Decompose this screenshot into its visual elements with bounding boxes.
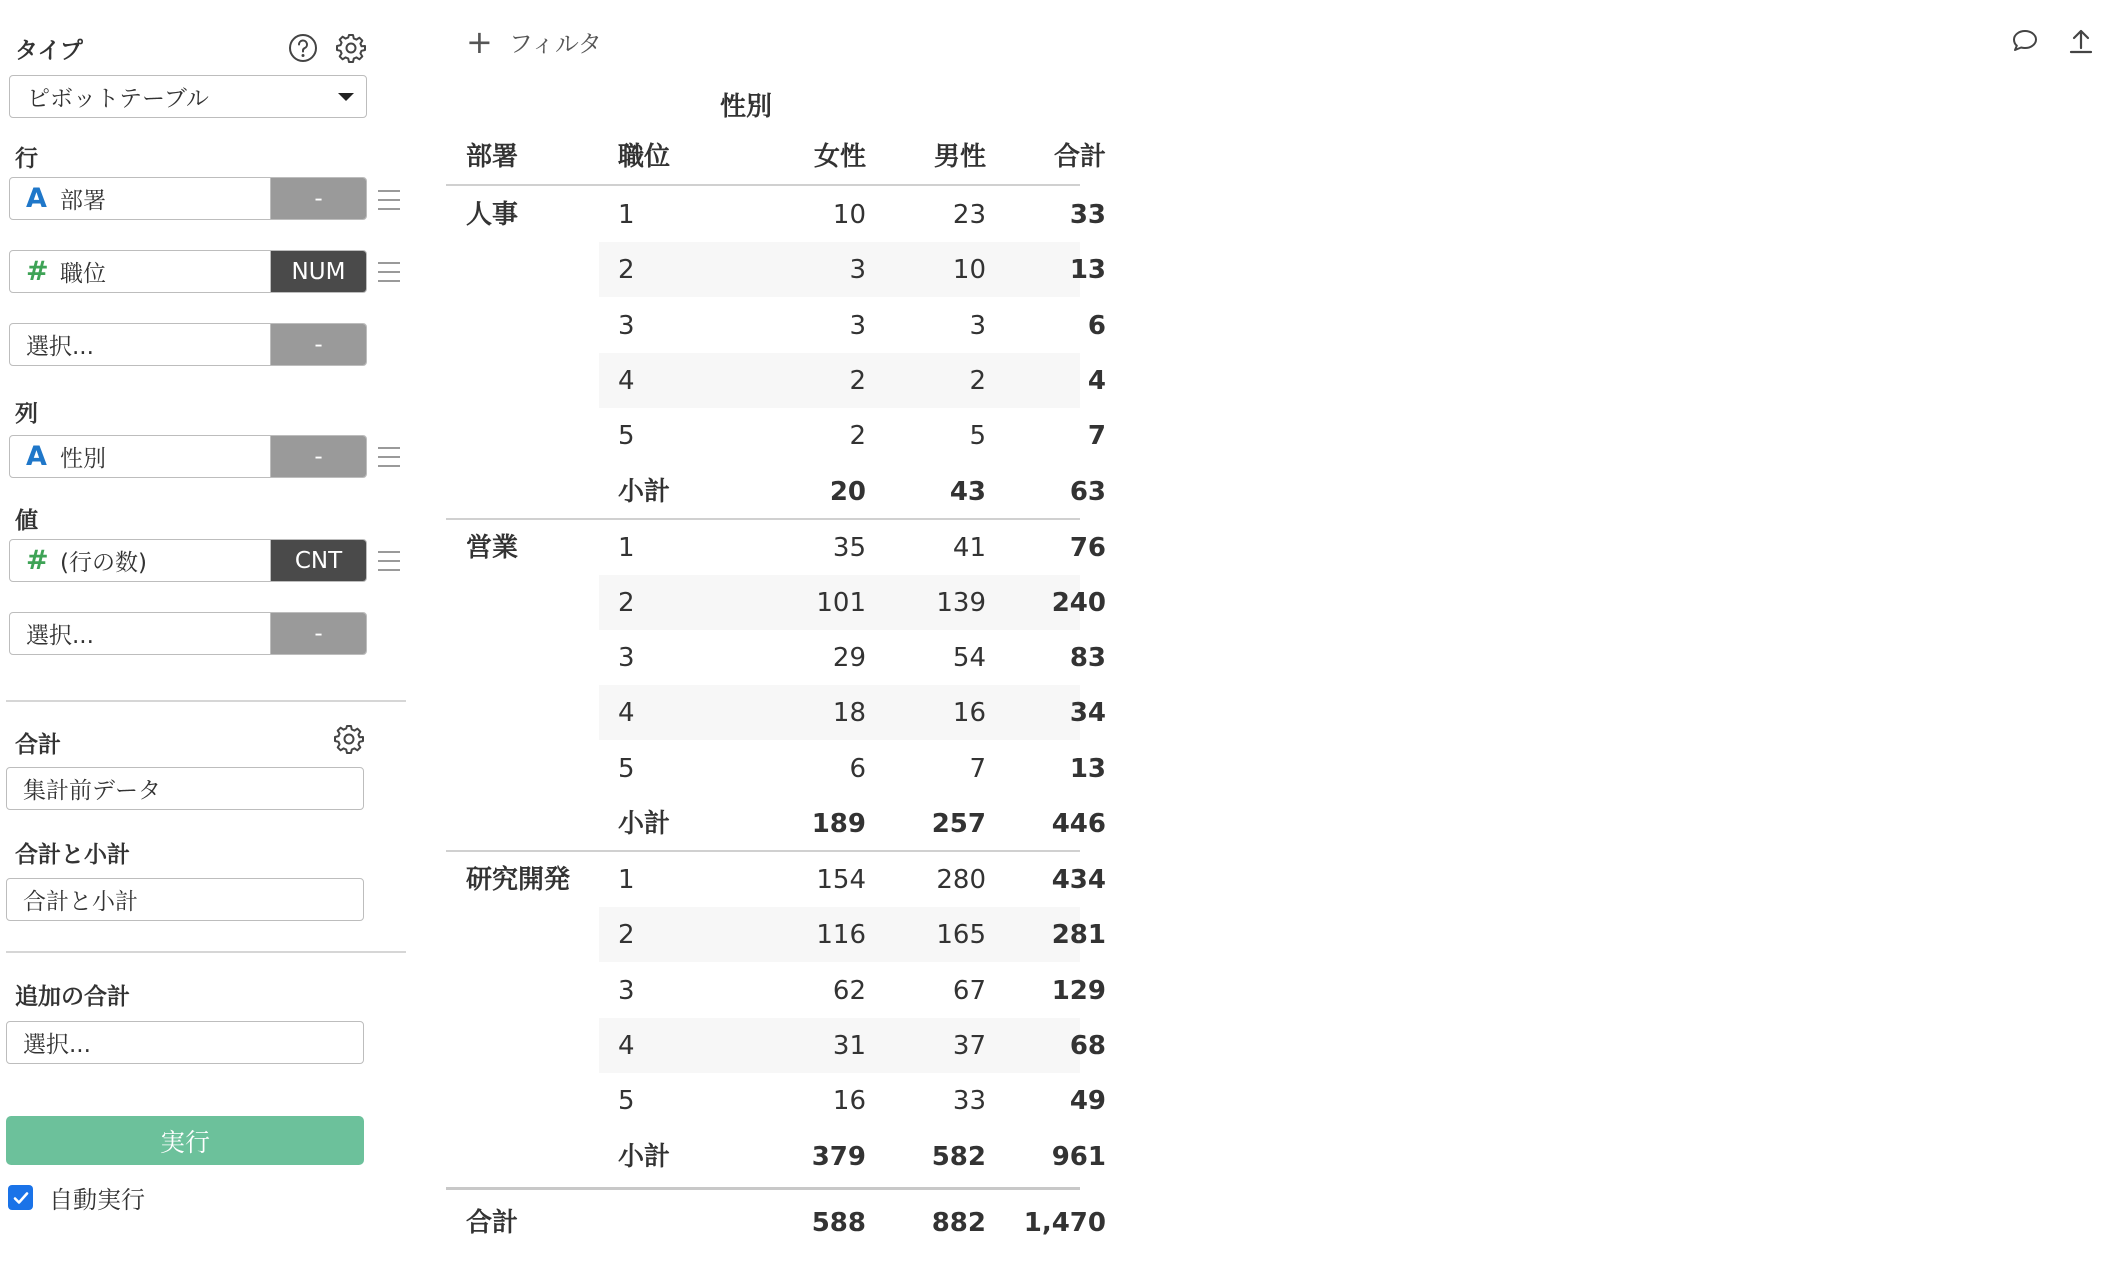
gear-icon[interactable] bbox=[334, 31, 368, 65]
header-male: 男性 bbox=[933, 142, 986, 172]
aggregation-button[interactable]: CNT bbox=[271, 540, 366, 581]
value-field-name: (行の数) bbox=[60, 550, 147, 576]
upload-icon[interactable] bbox=[2066, 26, 2096, 56]
value-field-row-count[interactable] bbox=[9, 539, 367, 582]
header-total: 合計 bbox=[1053, 142, 1106, 172]
column-group-header: 性別 bbox=[720, 92, 773, 122]
male-count-cell: 10 bbox=[952, 255, 986, 286]
auto-run-label: 自動実行 bbox=[49, 1186, 145, 1214]
position-cell: 1 bbox=[618, 532, 635, 563]
female-count-cell: 62 bbox=[832, 975, 866, 1006]
aggregation-button[interactable]: NUM bbox=[271, 251, 366, 292]
position-cell: 5 bbox=[618, 1086, 635, 1117]
male-count-cell: 67 bbox=[952, 975, 986, 1006]
checkmark-icon bbox=[12, 1189, 30, 1207]
extra-total-label: 追加の合計 bbox=[15, 984, 130, 1010]
male-count-cell: 582 bbox=[931, 1141, 986, 1172]
row-total-cell: 240 bbox=[1051, 587, 1106, 618]
position-cell: 5 bbox=[618, 753, 635, 784]
aggregation-button[interactable]: - bbox=[271, 613, 366, 654]
female-count-cell: 6 bbox=[849, 753, 866, 784]
department-name: 人事 bbox=[466, 200, 519, 230]
male-count-cell: 3 bbox=[969, 310, 986, 341]
row-field-placeholder[interactable]: 選択... bbox=[10, 324, 271, 365]
divider bbox=[6, 700, 406, 702]
type-label: タイプ bbox=[15, 38, 83, 64]
row-total-cell: 33 bbox=[1069, 200, 1106, 230]
columns-label: 列 bbox=[15, 401, 38, 427]
department-name: 研究開発 bbox=[466, 865, 571, 895]
female-count-cell: 2 bbox=[849, 421, 866, 452]
male-count-cell: 54 bbox=[952, 643, 986, 674]
grand-total-total: 1,470 bbox=[1023, 1208, 1106, 1238]
aggregation-button[interactable]: - bbox=[271, 324, 366, 365]
grand-total-divider bbox=[446, 1187, 1080, 1190]
row-total-cell: 7 bbox=[1087, 421, 1106, 452]
total-subtotal-select[interactable]: 合計と小計 bbox=[6, 878, 364, 921]
string-type-icon: A bbox=[26, 441, 47, 472]
number-type-icon: # bbox=[26, 545, 49, 576]
total-source-select[interactable]: 集計前データ bbox=[6, 767, 364, 810]
total-label: 合計 bbox=[15, 732, 61, 758]
drag-handle-icon[interactable] bbox=[378, 190, 400, 210]
position-cell: 2 bbox=[618, 255, 635, 286]
position-cell: 1 bbox=[618, 865, 635, 895]
aggregation-button[interactable]: - bbox=[271, 178, 366, 219]
position-cell: 3 bbox=[618, 975, 635, 1006]
row-total-cell: 34 bbox=[1069, 698, 1106, 729]
row-field-name: 職位 bbox=[60, 261, 106, 287]
position-cell: 3 bbox=[618, 310, 635, 341]
row-total-cell: 129 bbox=[1051, 975, 1106, 1006]
aggregation-button[interactable]: - bbox=[271, 436, 366, 477]
help-icon[interactable] bbox=[286, 31, 320, 65]
position-cell: 5 bbox=[618, 421, 635, 452]
female-count-cell: 2 bbox=[849, 365, 866, 396]
extra-total-select[interactable]: 選択... bbox=[6, 1021, 364, 1064]
grand-total-label: 合計 bbox=[466, 1208, 519, 1238]
female-count-cell: 189 bbox=[811, 809, 866, 839]
total-subtotal-label: 合計と小計 bbox=[15, 842, 130, 868]
chart-type-select[interactable] bbox=[9, 75, 367, 118]
subtotal-label: 小計 bbox=[618, 809, 671, 839]
female-count-cell: 101 bbox=[816, 587, 866, 618]
female-count-cell: 29 bbox=[832, 643, 866, 674]
group-divider bbox=[446, 850, 1080, 852]
row-total-cell: 446 bbox=[1051, 809, 1106, 839]
drag-handle-icon[interactable] bbox=[378, 262, 400, 282]
row-total-cell: 434 bbox=[1051, 865, 1106, 895]
male-count-cell: 280 bbox=[936, 865, 986, 895]
male-count-cell: 139 bbox=[936, 587, 986, 618]
plus-icon: + bbox=[466, 22, 493, 61]
run-button[interactable]: 実行 bbox=[6, 1116, 364, 1165]
value-field-placeholder[interactable]: 選択... bbox=[10, 613, 271, 654]
row-total-cell: 13 bbox=[1069, 753, 1106, 784]
row-total-cell: 76 bbox=[1069, 532, 1106, 563]
male-count-cell: 2 bbox=[969, 365, 986, 396]
row-total-cell: 4 bbox=[1087, 365, 1106, 396]
rows-label: 行 bbox=[15, 146, 38, 172]
female-count-cell: 35 bbox=[832, 532, 866, 563]
department-name: 営業 bbox=[466, 532, 519, 563]
female-count-cell: 154 bbox=[816, 865, 866, 895]
column-field-main[interactable] bbox=[10, 436, 271, 477]
row-total-cell: 68 bbox=[1069, 1030, 1106, 1061]
row-total-cell: 49 bbox=[1069, 1086, 1106, 1117]
position-cell: 4 bbox=[618, 1030, 635, 1061]
subtotal-label: 小計 bbox=[618, 1141, 671, 1172]
row-total-cell: 281 bbox=[1051, 920, 1106, 951]
row-total-cell: 961 bbox=[1051, 1141, 1106, 1172]
male-count-cell: 41 bbox=[952, 532, 986, 563]
row-total-cell: 13 bbox=[1069, 255, 1106, 286]
drag-handle-icon[interactable] bbox=[378, 447, 400, 467]
row-field-department[interactable] bbox=[9, 177, 367, 220]
caret-down-icon bbox=[338, 93, 354, 101]
value-field-main[interactable] bbox=[10, 540, 271, 581]
values-label: 値 bbox=[15, 508, 38, 534]
male-count-cell: 165 bbox=[936, 920, 986, 951]
female-count-cell: 116 bbox=[816, 920, 866, 951]
string-type-icon: A bbox=[26, 183, 47, 214]
drag-handle-icon[interactable] bbox=[378, 551, 400, 571]
male-count-cell: 7 bbox=[969, 753, 986, 784]
number-type-icon: # bbox=[26, 256, 49, 287]
male-count-cell: 5 bbox=[969, 421, 986, 452]
row-total-cell: 63 bbox=[1069, 476, 1106, 507]
female-count-cell: 16 bbox=[832, 1086, 866, 1117]
column-field-gender[interactable] bbox=[9, 435, 367, 478]
male-count-cell: 37 bbox=[952, 1030, 986, 1061]
grand-total-male: 882 bbox=[931, 1208, 986, 1238]
female-count-cell: 31 bbox=[832, 1030, 866, 1061]
position-cell: 4 bbox=[618, 698, 635, 729]
chart-type-value: ピボットテーブル bbox=[27, 86, 209, 112]
male-count-cell: 43 bbox=[949, 476, 986, 507]
row-total-cell: 6 bbox=[1087, 310, 1106, 341]
comment-icon[interactable] bbox=[2010, 26, 2040, 56]
subtotal-label: 小計 bbox=[618, 476, 671, 507]
row-field-select[interactable] bbox=[9, 323, 367, 366]
female-count-cell: 3 bbox=[849, 255, 866, 286]
row-field-name: 部署 bbox=[60, 188, 106, 214]
header-divider bbox=[446, 184, 1080, 186]
female-count-cell: 20 bbox=[829, 476, 866, 507]
gear-icon[interactable] bbox=[332, 722, 366, 756]
male-count-cell: 16 bbox=[952, 698, 986, 729]
row-field-position[interactable] bbox=[9, 250, 367, 293]
position-cell: 1 bbox=[618, 200, 635, 230]
female-count-cell: 379 bbox=[811, 1141, 866, 1172]
female-count-cell: 10 bbox=[832, 200, 866, 230]
grand-total-female: 588 bbox=[811, 1208, 866, 1238]
add-filter-label: フィルタ bbox=[508, 30, 602, 58]
position-cell: 3 bbox=[618, 643, 635, 674]
add-filter-button[interactable] bbox=[466, 24, 602, 59]
position-cell: 2 bbox=[618, 587, 635, 618]
header-female: 女性 bbox=[813, 142, 866, 172]
header-department: 部署 bbox=[466, 142, 519, 172]
male-count-cell: 23 bbox=[952, 200, 986, 230]
chart-settings-sidebar bbox=[0, 0, 410, 1268]
group-divider bbox=[446, 518, 1080, 520]
position-cell: 2 bbox=[618, 920, 635, 951]
value-field-select[interactable] bbox=[9, 612, 367, 655]
female-count-cell: 18 bbox=[832, 698, 866, 729]
row-field-main[interactable] bbox=[10, 178, 271, 219]
auto-run-toggle[interactable] bbox=[8, 1180, 145, 1215]
male-count-cell: 257 bbox=[931, 809, 986, 839]
row-field-main[interactable] bbox=[10, 251, 271, 292]
female-count-cell: 3 bbox=[849, 310, 866, 341]
column-field-name: 性別 bbox=[60, 446, 106, 472]
divider bbox=[6, 951, 406, 953]
header-position: 職位 bbox=[618, 142, 671, 172]
row-total-cell: 83 bbox=[1069, 643, 1106, 674]
position-cell: 4 bbox=[618, 365, 635, 396]
auto-run-checkbox[interactable] bbox=[8, 1185, 33, 1210]
male-count-cell: 33 bbox=[952, 1086, 986, 1117]
